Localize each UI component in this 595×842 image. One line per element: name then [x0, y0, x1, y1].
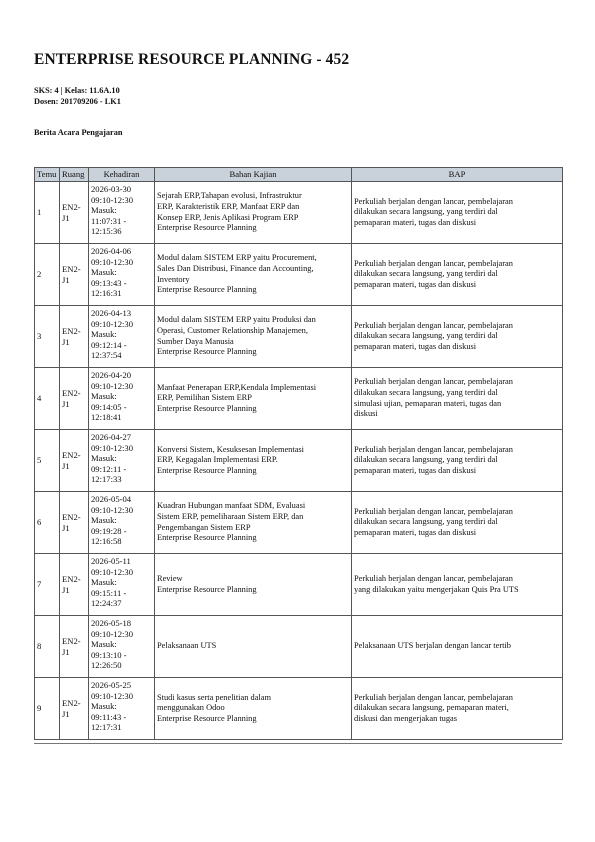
room-text: EN2- — [62, 325, 81, 336]
attendance-text: Masuk: — [91, 515, 117, 526]
bap-text: Perkuliah berjalan dengan lancar, pembelajaran — [354, 692, 513, 702]
attendance-text: Masuk: — [91, 639, 117, 650]
cell-kehadiran — [89, 616, 155, 678]
attendance-text: Masuk: — [91, 391, 117, 402]
cell-temu: 6 — [35, 492, 60, 554]
cell-bahan-kajian — [155, 306, 352, 368]
cell-kehadiran — [89, 492, 155, 554]
bap-text: simulasi ujian, pemaparan materi, tugas dan — [354, 398, 502, 408]
table-row — [35, 244, 563, 306]
cell-bahan-kajian — [155, 430, 352, 492]
topic-text: Sistem ERP, pemeliharaan Sistem ERP, dan — [157, 511, 304, 521]
topic-text: Konsep ERP, Jenis Aplikasi Program ERP — [157, 212, 299, 222]
bap-text: Perkuliah berjalan dengan lancar, pembelajaran — [354, 444, 513, 454]
cell-bahan-kajian — [155, 554, 352, 616]
bap-text: diskusi — [354, 409, 378, 419]
bap-text: Perkuliah berjalan dengan lancar, pembelajaran — [354, 258, 513, 268]
room-text: J1 — [62, 398, 70, 409]
attendance-text: Masuk: — [91, 329, 117, 340]
attendance-text: 09:10-12:30 — [91, 318, 134, 329]
topic-text: Konversi Sistem, Kesuksesan Implementasi — [157, 444, 305, 454]
topic-text: Enterprise Resource Planning — [157, 347, 257, 357]
room-text: J1 — [62, 460, 70, 471]
cell-ruang — [60, 616, 89, 678]
bap-text: pemaparan materi, tugas dan diskusi — [354, 527, 477, 537]
topic-text: Enterprise Resource Planning — [157, 403, 257, 413]
room-text: J1 — [62, 212, 70, 223]
room-text: EN2- — [62, 511, 81, 522]
cell-temu: 8 — [35, 616, 60, 678]
topic-text: Enterprise Resource Planning — [157, 285, 257, 295]
topic-text: Manfaat Penerapan ERP,Kendala Implementasi — [157, 382, 317, 392]
attendance-text: 12:26:50 — [91, 660, 122, 671]
room-text: EN2- — [62, 635, 81, 646]
bap-text: dilakukan secara langsung, yang terdiri dal — [354, 331, 498, 341]
room-text: J1 — [62, 708, 70, 719]
cell-temu: 1 — [35, 182, 60, 244]
cell-kehadiran — [89, 368, 155, 430]
bap-text: dilakukan secara langsung, yang terdiri dal — [354, 269, 498, 279]
cell-bap — [352, 616, 563, 678]
bap-text: dilakukan secara langsung, yang terdiri dal — [354, 207, 498, 217]
bap-text: Pelaksanaan UTS berjalan dengan lancar tertib — [354, 641, 511, 651]
attendance-text: 12:37:54 — [91, 350, 122, 361]
attendance-text: 2026-04-13 — [91, 308, 132, 318]
cell-kehadiran — [89, 182, 155, 244]
cell-bap — [352, 306, 563, 368]
table-row — [35, 182, 563, 244]
topic-text: Sales Dan Distribusi, Finance dan Accounting, — [157, 263, 314, 273]
attendance-text: 12:16:58 — [91, 536, 122, 547]
table-row — [35, 306, 563, 368]
column-header-ruang: Ruang — [60, 168, 89, 182]
room-text: J1 — [62, 274, 70, 285]
cell-bap — [352, 678, 563, 740]
attendance-text: Masuk: — [91, 267, 117, 278]
attendance-text: 09:19:28 - — [91, 525, 127, 536]
topic-text: Modul dalam SISTEM ERP yaitu Produksi dan — [157, 315, 316, 325]
cell-ruang — [60, 368, 89, 430]
topic-text: Pelaksanaan UTS — [157, 641, 217, 651]
bap-text: yang dilakukan yaitu mengerjakan Quis Pra UTS — [354, 584, 519, 594]
bap-text: Perkuliah berjalan dengan lancar, pembelajaran — [354, 506, 513, 516]
bap-text: Perkuliah berjalan dengan lancar, pembelajaran — [354, 196, 513, 206]
teaching-log-table — [34, 167, 563, 740]
topic-text: Pengembangan Sistem ERP — [157, 522, 251, 532]
cell-bap — [352, 182, 563, 244]
bap-text: pemaparan materi, tugas dan diskusi — [354, 217, 477, 227]
attendance-text: 2026-04-20 — [91, 370, 132, 380]
topic-text: Enterprise Resource Planning — [157, 223, 257, 233]
bap-text: Perkuliah berjalan dengan lancar, pembelajaran — [354, 573, 513, 583]
topic-text: ERP, Karakteristik ERP, Manfaat ERP dan — [157, 201, 300, 211]
cell-temu: 7 — [35, 554, 60, 616]
topic-text: ERP, Pemilihan Sistem ERP — [157, 393, 252, 403]
room-text: EN2- — [62, 387, 81, 398]
cell-ruang — [60, 492, 89, 554]
attendance-text: 09:14:05 - — [91, 401, 127, 412]
table-bottom-rule — [34, 743, 562, 744]
bap-text: Perkuliah berjalan dengan lancar, pembelajaran — [354, 320, 513, 330]
attendance-text: 09:10-12:30 — [91, 628, 134, 639]
section-title: Berita Acara Pengajaran — [34, 128, 123, 137]
cell-bahan-kajian — [155, 368, 352, 430]
column-header-kehadiran: Kehadiran — [89, 168, 155, 182]
bap-text: pemaparan materi, tugas dan diskusi — [354, 279, 477, 289]
cell-bap — [352, 492, 563, 554]
room-text: EN2- — [62, 201, 81, 212]
attendance-text: 12:17:31 — [91, 722, 122, 733]
bap-text: dilakukan secara langsung, pemaparan materi, — [354, 703, 509, 713]
attendance-text: 2026-05-25 — [91, 680, 132, 690]
bap-text: diskusi dan mengerjakan tugas — [354, 713, 458, 723]
column-header-bahan-kajian: Bahan Kajian — [155, 168, 352, 182]
attendance-text: 09:10-12:30 — [91, 566, 134, 577]
room-text: J1 — [62, 522, 70, 533]
bap-text: dilakukan secara langsung, yang terdiri dal — [354, 455, 498, 465]
attendance-text: 12:15:36 — [91, 226, 122, 237]
topic-text: Kuadran Hubungan manfaat SDM, Evaluasi — [157, 501, 306, 511]
column-header-temu: Temu — [35, 168, 60, 182]
attendance-text: 2026-04-06 — [91, 246, 132, 256]
attendance-text: 2026-05-04 — [91, 494, 132, 504]
topic-text: Review — [157, 573, 183, 583]
room-text: EN2- — [62, 573, 81, 584]
cell-ruang — [60, 554, 89, 616]
cell-bahan-kajian — [155, 182, 352, 244]
attendance-text: Masuk: — [91, 453, 117, 464]
cell-kehadiran — [89, 678, 155, 740]
cell-ruang — [60, 306, 89, 368]
attendance-text: Masuk: — [91, 701, 117, 712]
attendance-text: 2026-03-30 — [91, 184, 132, 194]
lecturer-info: Dosen: 201709206 - LK1 — [34, 97, 121, 106]
course-info: SKS: 4 | Kelas: 11.6A.10 — [34, 86, 120, 95]
topic-text: Sejarah ERP,Tahapan evolusi, Infrastruktur — [157, 191, 302, 201]
cell-bap — [352, 554, 563, 616]
attendance-text: 09:10-12:30 — [91, 194, 134, 205]
room-text: J1 — [62, 336, 70, 347]
cell-temu: 4 — [35, 368, 60, 430]
topic-text: Enterprise Resource Planning — [157, 465, 257, 475]
attendance-text: Masuk: — [91, 577, 117, 588]
attendance-text: Masuk: — [91, 205, 117, 216]
attendance-text: 09:15:11 - — [91, 587, 127, 598]
topic-text: Enterprise Resource Planning — [157, 584, 257, 594]
room-text: J1 — [62, 646, 70, 657]
cell-kehadiran — [89, 554, 155, 616]
topic-text: Operasi, Customer Relationship Manajemen, — [157, 325, 308, 335]
cell-bap — [352, 368, 563, 430]
topic-text: Enterprise Resource Planning — [157, 533, 257, 543]
bap-text: pemaparan materi, tugas dan diskusi — [354, 465, 477, 475]
column-header-bap: BAP — [352, 168, 563, 182]
table-body — [35, 182, 563, 740]
topic-text: Enterprise Resource Planning — [157, 713, 257, 723]
attendance-text: 12:16:31 — [91, 288, 122, 299]
cell-temu: 2 — [35, 244, 60, 306]
cell-temu: 9 — [35, 678, 60, 740]
attendance-text: 09:10-12:30 — [91, 442, 134, 453]
cell-ruang — [60, 244, 89, 306]
attendance-text: 09:13:10 - — [91, 649, 127, 660]
table-row — [35, 492, 563, 554]
cell-bap — [352, 244, 563, 306]
table-row — [35, 678, 563, 740]
attendance-text: 11:07:31 - — [91, 215, 127, 226]
table-row — [35, 368, 563, 430]
topic-text: ERP, Kegagalan Implementasi ERP. — [157, 455, 278, 465]
bap-text: pemaparan materi, tugas dan diskusi — [354, 341, 477, 351]
bap-text: dilakukan secara langsung, yang terdiri dal — [354, 387, 498, 397]
topic-text: Sumber Daya Manusia — [157, 336, 234, 346]
table-row — [35, 554, 563, 616]
topic-text: Inventory — [157, 274, 190, 284]
cell-ruang — [60, 430, 89, 492]
table-row — [35, 430, 563, 492]
cell-bahan-kajian — [155, 492, 352, 554]
topic-text: Modul dalam SISTEM ERP yaitu Procurement, — [157, 253, 317, 263]
cell-bap — [352, 430, 563, 492]
attendance-text: 09:13:43 - — [91, 277, 127, 288]
cell-ruang — [60, 678, 89, 740]
table-row — [35, 616, 563, 678]
cell-bahan-kajian — [155, 616, 352, 678]
room-text: EN2- — [62, 697, 81, 708]
attendance-text: 09:10-12:30 — [91, 256, 134, 267]
attendance-text: 09:10-12:30 — [91, 690, 134, 701]
attendance-text: 09:11:43 - — [91, 711, 127, 722]
attendance-text: 12:17:33 — [91, 474, 122, 485]
attendance-text: 12:18:41 — [91, 412, 122, 423]
attendance-text: 2026-05-18 — [91, 618, 132, 628]
cell-kehadiran — [89, 306, 155, 368]
cell-bahan-kajian — [155, 678, 352, 740]
bap-text: dilakukan secara langsung, yang terdiri dal — [354, 517, 498, 527]
cell-kehadiran — [89, 244, 155, 306]
document-title: ENTERPRISE RESOURCE PLANNING - 452 — [34, 51, 350, 68]
cell-temu: 5 — [35, 430, 60, 492]
cell-kehadiran — [89, 430, 155, 492]
attendance-text: 2026-04-27 — [91, 432, 132, 442]
attendance-text: 09:12:11 - — [91, 463, 127, 474]
attendance-text: 09:12:14 - — [91, 339, 127, 350]
attendance-text: 2026-05-11 — [91, 556, 131, 566]
attendance-text: 12:24:37 — [91, 598, 122, 609]
cell-ruang — [60, 182, 89, 244]
bap-text: Perkuliah berjalan dengan lancar, pembelajaran — [354, 377, 513, 387]
table-header-row — [35, 168, 563, 182]
cell-temu: 3 — [35, 306, 60, 368]
room-text: J1 — [62, 584, 70, 595]
room-text: EN2- — [62, 449, 81, 460]
cell-bahan-kajian — [155, 244, 352, 306]
room-text: EN2- — [62, 263, 81, 274]
attendance-text: 09:10-12:30 — [91, 504, 134, 515]
attendance-text: 09:10-12:30 — [91, 380, 134, 391]
topic-text: menggunakan Odoo — [157, 703, 225, 713]
topic-text: Studi kasus serta penelitian dalam — [157, 692, 271, 702]
